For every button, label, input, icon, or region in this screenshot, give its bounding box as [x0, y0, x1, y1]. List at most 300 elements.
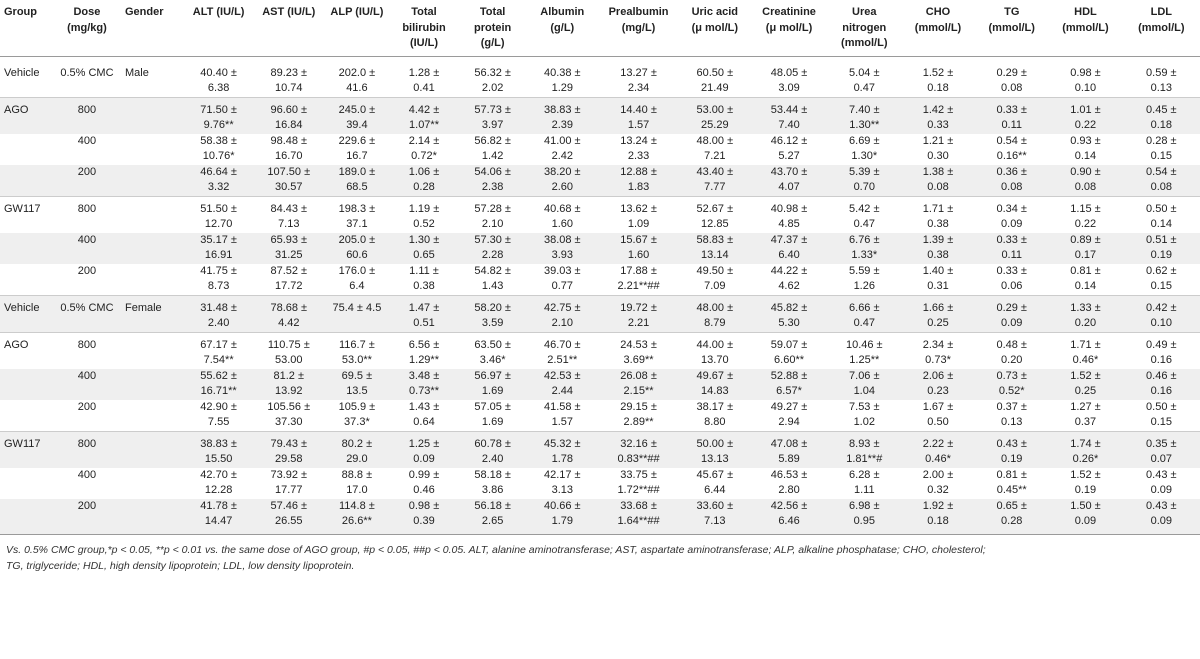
value-cell-line: 1.28 ±: [408, 66, 440, 79]
value-cell-line: 0.98 ±: [408, 499, 440, 512]
gender-cell: [121, 56, 184, 97]
value-cell-line: 17.88 ±: [620, 264, 657, 277]
value-cell-line: 13.5: [346, 385, 368, 397]
value-cell-line: 0.13: [1001, 416, 1023, 428]
value-cell: [598, 165, 679, 197]
value-cell: [324, 97, 389, 134]
value-cell-line: 17.77: [275, 484, 303, 496]
value-cell: [253, 233, 324, 264]
value-cell: [598, 332, 679, 369]
value-cell-line: 12.88 ±: [620, 165, 657, 178]
value-cell: [901, 499, 975, 535]
value-cell: [1048, 499, 1122, 535]
column-header-line: TG: [1004, 6, 1020, 18]
group-cell: [0, 233, 53, 264]
gender-cell: [121, 264, 184, 296]
value-cell-line: 1.60: [551, 218, 573, 230]
value-cell-line: 1.33*: [851, 249, 878, 261]
value-cell-line: 1.15 ±: [1070, 202, 1101, 215]
value-cell-line: 41.75 ±: [200, 264, 237, 277]
value-cell-line: 49.27 ±: [770, 400, 808, 413]
value-cell-line: 176.0 ±: [338, 264, 376, 277]
value-cell-line: 0.31: [927, 280, 949, 292]
value-cell-line: 2.10: [481, 218, 504, 230]
value-cell-line: 110.75 ±: [267, 338, 310, 351]
value-cell-line: 0.19: [1150, 249, 1172, 261]
value-cell-line: 1.19 ±: [408, 202, 440, 215]
value-cell: [598, 295, 679, 332]
value-cell-line: 0.16: [1150, 354, 1172, 366]
value-cell-line: 38.83 ±: [543, 103, 581, 116]
value-cell-line: 6.60**: [774, 354, 805, 366]
value-cell: [184, 369, 253, 400]
column-header-line: bilirubin: [402, 21, 446, 34]
value-cell-line: 1.71 ±: [1070, 338, 1101, 351]
value-cell-line: 1.09: [627, 218, 650, 230]
value-cell: [975, 134, 1048, 165]
value-cell-line: 0.33 ±: [996, 264, 1027, 277]
value-cell-line: 1.66 ±: [922, 301, 954, 314]
value-cell: [901, 196, 975, 233]
value-cell-line: 4.85: [778, 218, 800, 230]
value-cell: [679, 400, 750, 432]
value-cell: [975, 431, 1048, 468]
value-cell: [324, 369, 389, 400]
value-cell: [828, 165, 901, 197]
value-cell-line: 0.70: [853, 181, 875, 193]
value-cell: [901, 400, 975, 432]
value-cell-line: 4.07: [778, 181, 800, 193]
value-cell-line: 42.56 ±: [770, 499, 808, 512]
value-cell-line: 0.45**: [996, 484, 1027, 496]
value-cell-line: 229.6 ±: [338, 134, 376, 147]
gender-cell: [121, 400, 184, 432]
value-cell: [389, 295, 458, 332]
table-row: [0, 431, 1200, 468]
value-cell-line: 0.51 ±: [1146, 233, 1177, 246]
column-header: [324, 0, 389, 56]
column-header-line: Total: [479, 6, 506, 18]
value-cell: [324, 56, 389, 97]
value-cell: [598, 233, 679, 264]
value-cell-line: 12.85: [701, 218, 729, 230]
value-cell-line: 0.38: [927, 218, 949, 230]
column-header-line: Group: [4, 6, 37, 18]
value-cell-line: 73.92 ±: [270, 468, 308, 481]
gender-cell: [121, 233, 184, 264]
value-cell-line: 0.65 ±: [996, 499, 1027, 512]
dose-cell: [53, 56, 121, 97]
value-cell: [1123, 468, 1200, 499]
value-cell-line: 57.28 ±: [474, 202, 511, 215]
gender-cell-line: Female: [125, 301, 162, 314]
value-cell-line: 14.47: [204, 515, 233, 527]
value-cell-line: 5.30: [778, 317, 800, 329]
gender-cell: [121, 295, 184, 332]
table-row: [0, 264, 1200, 296]
value-cell-line: 71.50 ±: [200, 103, 237, 116]
value-cell: [459, 332, 527, 369]
value-cell: [598, 468, 679, 499]
column-header: [828, 0, 901, 56]
value-cell-line: 21.49: [701, 82, 729, 94]
value-cell-line: 13.27 ±: [620, 66, 657, 79]
value-cell: [901, 97, 975, 134]
value-cell-line: 7.09: [704, 280, 726, 292]
value-cell-line: 0.14: [1074, 280, 1097, 292]
value-cell: [750, 196, 827, 233]
value-cell-line: 1.06 ±: [408, 165, 440, 178]
value-cell: [679, 468, 750, 499]
column-header-line: HDL: [1074, 6, 1097, 18]
column-header: [253, 0, 324, 56]
value-cell-line: 0.09: [1150, 484, 1172, 496]
dose-cell: [53, 468, 121, 499]
group-cell-line: AGO: [4, 103, 29, 116]
value-cell-line: 60.6: [346, 249, 368, 261]
value-cell: [389, 97, 458, 134]
value-cell: [527, 332, 598, 369]
value-cell-line: 1.40 ±: [922, 264, 954, 277]
value-cell-line: 40.98 ±: [770, 202, 808, 215]
column-header-line: (mmol/L): [988, 21, 1035, 34]
value-cell-line: 0.08: [1001, 181, 1023, 193]
value-cell: [975, 56, 1048, 97]
value-cell: [679, 499, 750, 535]
value-cell: [828, 332, 901, 369]
value-cell-line: 2.22 ±: [922, 437, 954, 450]
value-cell: [389, 165, 458, 197]
value-cell: [459, 196, 527, 233]
value-cell-line: 47.37 ±: [770, 233, 808, 246]
value-cell-line: 87.52 ±: [270, 264, 308, 277]
value-cell: [828, 400, 901, 432]
column-header: [679, 0, 750, 56]
value-cell: [750, 165, 827, 197]
value-cell: [975, 332, 1048, 369]
value-cell-line: 56.18 ±: [474, 499, 511, 512]
value-cell-line: 57.73 ±: [474, 103, 511, 116]
value-cell: [598, 431, 679, 468]
value-cell-line: 4.62: [778, 280, 800, 292]
value-cell-line: 1.64**##: [617, 515, 660, 527]
value-cell: [184, 165, 253, 197]
value-cell: [324, 165, 389, 197]
value-cell-line: 46.53 ±: [770, 468, 808, 481]
value-cell: [1048, 400, 1122, 432]
value-cell: [324, 196, 389, 233]
value-cell-line: 5.89: [778, 453, 800, 465]
value-cell-line: 2.00 ±: [922, 468, 954, 481]
value-cell-line: 189.0 ±: [338, 165, 376, 178]
dose-cell: [53, 499, 121, 535]
value-cell-line: 0.41: [413, 82, 435, 94]
value-cell-line: 1.29: [551, 82, 573, 94]
value-cell: [389, 56, 458, 97]
value-cell-line: 32.16 ±: [620, 437, 657, 450]
value-cell: [253, 369, 324, 400]
value-cell: [828, 56, 901, 97]
value-cell-line: 45.67 ±: [696, 468, 734, 481]
value-cell-line: 0.15: [1150, 416, 1172, 428]
value-cell-line: 0.37: [1074, 416, 1097, 428]
column-header-line: (mg/kg): [67, 21, 107, 34]
table-row: [0, 56, 1200, 97]
value-cell: [253, 56, 324, 97]
value-cell-line: 3.86: [481, 484, 504, 496]
value-cell: [1123, 165, 1200, 197]
value-cell-line: 33.68 ±: [620, 499, 657, 512]
column-header: [53, 0, 121, 56]
value-cell-line: 58.83 ±: [696, 233, 734, 246]
value-cell-line: 202.0 ±: [338, 66, 376, 79]
value-cell-line: 2.80: [778, 484, 800, 496]
value-cell: [750, 264, 827, 296]
value-cell: [1123, 56, 1200, 97]
value-cell-line: 57.30 ±: [474, 233, 511, 246]
value-cell-line: 2.51**: [547, 354, 578, 366]
value-cell-line: 0.52: [413, 218, 435, 230]
column-header: [598, 0, 679, 56]
value-cell: [598, 400, 679, 432]
value-cell-line: 55.62 ±: [200, 369, 237, 382]
value-cell-line: 58.20 ±: [474, 301, 511, 314]
value-cell: [679, 295, 750, 332]
value-cell-line: 0.36 ±: [996, 165, 1027, 178]
column-header: [527, 0, 598, 56]
dose-cell-line: 200: [77, 499, 97, 512]
value-cell-line: 5.04 ±: [849, 66, 880, 79]
value-cell: [459, 468, 527, 499]
value-cell: [253, 400, 324, 432]
value-cell: [253, 165, 324, 197]
value-cell-line: 43.40 ±: [696, 165, 734, 178]
value-cell-line: 0.83**##: [617, 453, 660, 465]
value-cell: [184, 332, 253, 369]
value-cell-line: 0.18: [927, 515, 949, 527]
value-cell-line: 54.06 ±: [474, 165, 511, 178]
value-cell: [527, 264, 598, 296]
value-cell-line: 6.98 ±: [849, 499, 880, 512]
value-cell-line: 9.76**: [203, 119, 234, 131]
value-cell-line: 42.90 ±: [200, 400, 237, 413]
value-cell-line: 14.83: [701, 385, 729, 397]
value-cell-line: 17.72: [275, 280, 303, 292]
column-header-line: Creatinine: [762, 6, 816, 18]
value-cell-line: 1.52 ±: [1070, 369, 1101, 382]
value-cell-line: 1.69: [481, 416, 504, 428]
table-row: [0, 499, 1200, 535]
value-cell-line: 40.68 ±: [543, 202, 581, 215]
column-header: [1123, 0, 1200, 56]
value-cell-line: 15.50: [204, 453, 233, 465]
value-cell-line: 0.45 ±: [1146, 103, 1177, 116]
value-cell: [184, 431, 253, 468]
column-header: [750, 0, 827, 56]
value-cell-line: 0.20: [1001, 354, 1023, 366]
value-cell: [184, 468, 253, 499]
value-cell-line: 2.39: [551, 119, 573, 131]
column-header-line: (μ mol/L): [691, 21, 739, 34]
value-cell: [1048, 431, 1122, 468]
value-cell-line: 1.42 ±: [922, 103, 954, 116]
value-cell: [389, 196, 458, 233]
value-cell: [679, 97, 750, 134]
value-cell-line: 0.90 ±: [1070, 165, 1101, 178]
column-header-line: ALT (IU/L): [192, 6, 245, 18]
value-cell: [975, 499, 1048, 535]
value-cell: [184, 134, 253, 165]
value-cell-line: 49.67 ±: [696, 369, 734, 382]
value-cell-line: 60.78 ±: [474, 437, 511, 450]
value-cell-line: 0.43 ±: [1146, 499, 1177, 512]
value-cell: [459, 134, 527, 165]
value-cell-line: 41.00 ±: [543, 134, 581, 147]
value-cell: [459, 56, 527, 97]
value-cell: [598, 196, 679, 233]
value-cell-line: 53.00 ±: [696, 103, 734, 116]
value-cell: [459, 400, 527, 432]
value-cell: [389, 332, 458, 369]
value-cell-line: 13.14: [701, 249, 729, 261]
value-cell-line: 42.53 ±: [543, 369, 581, 382]
gender-cell: [121, 431, 184, 468]
value-cell-line: 1.78: [551, 453, 573, 465]
group-cell: [0, 400, 53, 432]
column-header-line: Urea: [852, 6, 877, 18]
value-cell-line: 58.38 ±: [200, 134, 237, 147]
group-cell-line: AGO: [4, 338, 29, 351]
gender-cell: [121, 468, 184, 499]
value-cell-line: 56.32 ±: [474, 66, 511, 79]
value-cell-line: 0.64: [413, 416, 435, 428]
value-cell: [1123, 295, 1200, 332]
gender-cell: [121, 134, 184, 165]
value-cell: [1048, 369, 1122, 400]
column-header: [1048, 0, 1122, 56]
value-cell-line: 38.83 ±: [200, 437, 237, 450]
value-cell-line: 0.54 ±: [1146, 165, 1177, 178]
value-cell: [679, 431, 750, 468]
table-row: [0, 134, 1200, 165]
value-cell-line: 0.17: [1074, 249, 1097, 261]
value-cell-line: 33.75 ±: [620, 468, 657, 481]
value-cell-line: 0.09: [1150, 515, 1172, 527]
group-cell: [0, 134, 53, 165]
value-cell-line: 1.02: [853, 416, 875, 428]
value-cell-line: 2.15**: [623, 385, 654, 397]
value-cell-line: 0.08: [1074, 181, 1097, 193]
value-cell-line: 0.14: [1074, 150, 1097, 162]
dose-cell: [53, 431, 121, 468]
column-header-line: LDL: [1150, 6, 1172, 18]
value-cell-line: 7.55: [207, 416, 230, 428]
value-cell-line: 40.40 ±: [200, 66, 237, 79]
column-header-line: Prealbumin: [608, 6, 669, 18]
column-header-line: Dose: [73, 6, 101, 18]
column-header-line: (IU/L): [409, 37, 439, 49]
value-cell: [750, 468, 827, 499]
value-cell: [1048, 56, 1122, 97]
value-cell-line: 53.00: [275, 354, 303, 366]
value-cell: [389, 134, 458, 165]
value-cell-line: 0.29 ±: [996, 301, 1027, 314]
dose-cell-line: 800: [77, 202, 97, 215]
value-cell-line: 10.76*: [202, 150, 235, 162]
column-header-line: Gender: [125, 6, 164, 18]
value-cell-line: 0.15: [1150, 280, 1172, 292]
value-cell: [324, 431, 389, 468]
value-cell: [975, 264, 1048, 296]
value-cell-line: 0.16**: [996, 150, 1027, 162]
value-cell-line: 6.76 ±: [849, 233, 880, 246]
value-cell-line: 0.59 ±: [1146, 66, 1177, 79]
dose-cell: [53, 134, 121, 165]
value-cell-line: 6.69 ±: [849, 134, 880, 147]
value-cell-line: 0.22: [1074, 218, 1097, 230]
value-cell-line: 0.51: [413, 317, 435, 329]
value-cell: [750, 332, 827, 369]
value-cell-line: 1.29**: [409, 354, 439, 366]
value-cell: [527, 369, 598, 400]
value-cell: [975, 369, 1048, 400]
value-cell-line: 1.11: [853, 484, 875, 496]
column-header-line: (mmol/L): [1062, 21, 1109, 34]
value-cell: [1048, 165, 1122, 197]
value-cell: [679, 332, 750, 369]
value-cell-line: 89.23 ±: [270, 66, 308, 79]
dose-cell: [53, 196, 121, 233]
value-cell-line: 52.67 ±: [696, 202, 734, 215]
value-cell-line: 7.40 ±: [849, 103, 880, 116]
table-row: [0, 295, 1200, 332]
table-row: [0, 233, 1200, 264]
value-cell-line: 1.07**: [409, 119, 439, 131]
value-cell-line: 39.4: [346, 119, 368, 131]
value-cell-line: 0.42 ±: [1146, 301, 1177, 314]
value-cell-line: 88.8 ±: [341, 468, 373, 481]
value-cell: [750, 431, 827, 468]
value-cell-line: 13.62 ±: [620, 202, 657, 215]
column-header-line: Total: [411, 6, 437, 18]
value-cell-line: 105.56 ±: [267, 400, 311, 413]
value-cell-line: 16.70: [275, 150, 303, 162]
value-cell-line: 67.17 ±: [200, 338, 237, 351]
value-cell: [750, 97, 827, 134]
value-cell-line: 3.69**: [623, 354, 654, 366]
value-cell-line: 2.65: [481, 515, 504, 527]
value-cell-line: 51.50 ±: [200, 202, 237, 215]
value-cell: [750, 499, 827, 535]
value-cell: [184, 196, 253, 233]
value-cell: [598, 134, 679, 165]
value-cell-line: 42.17 ±: [543, 468, 581, 481]
value-cell: [253, 332, 324, 369]
value-cell-line: 5.39 ±: [849, 165, 880, 178]
value-cell-line: 38.20 ±: [543, 165, 581, 178]
gender-cell: [121, 499, 184, 535]
table-row: [0, 165, 1200, 197]
value-cell-line: 0.20: [1074, 317, 1097, 329]
value-cell-line: 80.2 ±: [341, 437, 373, 450]
value-cell: [253, 97, 324, 134]
value-cell: [828, 233, 901, 264]
value-cell-line: 1.26: [853, 280, 875, 292]
value-cell: [1123, 264, 1200, 296]
value-cell-line: 25.29: [701, 119, 729, 131]
value-cell: [598, 97, 679, 134]
value-cell-line: 48.00 ±: [696, 301, 734, 314]
